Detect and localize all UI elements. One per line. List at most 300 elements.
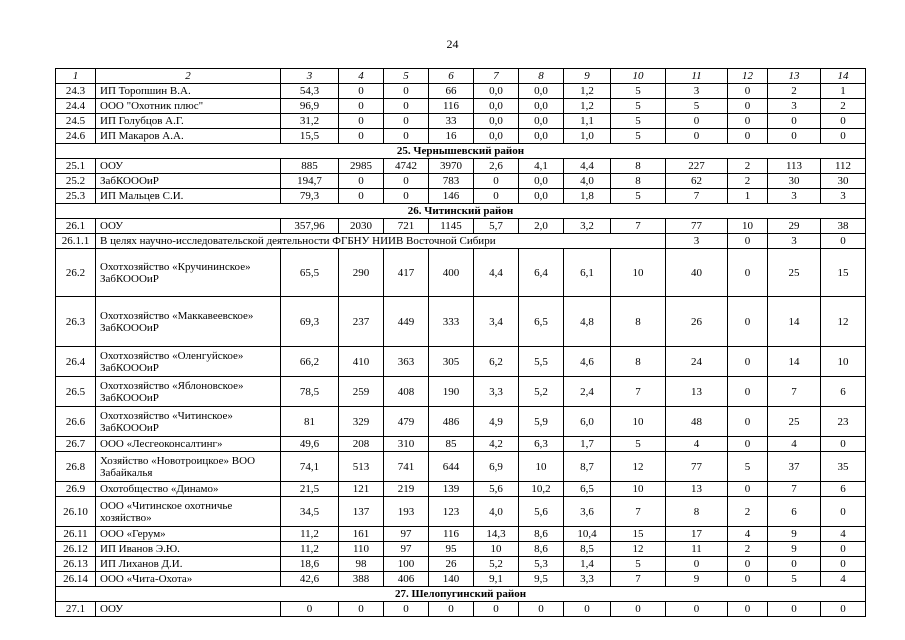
header-cell: 9: [564, 69, 611, 84]
header-cell: 7: [474, 69, 519, 84]
table-cell: 49,6: [281, 437, 339, 452]
header-cell: 1: [56, 69, 96, 84]
table-cell: 4,4: [474, 249, 519, 297]
table-cell: 305: [429, 347, 474, 377]
table-cell: 5: [611, 189, 666, 204]
table-cell: 417: [384, 249, 429, 297]
header-cell: 13: [768, 69, 821, 84]
table-cell: 4,1: [519, 159, 564, 174]
table-cell: 78,5: [281, 377, 339, 407]
table-cell: 10: [821, 347, 866, 377]
table-cell: 513: [339, 452, 384, 482]
table-cell: 4,0: [474, 497, 519, 527]
row-name: ООУ: [96, 602, 281, 617]
section-title: 27. Шелопугинский район: [56, 587, 866, 602]
table-cell: 0: [281, 602, 339, 617]
table-cell: 161: [339, 527, 384, 542]
row-index: 26.1.1: [56, 234, 96, 249]
table-cell: 4,0: [564, 174, 611, 189]
table-cell: 1,2: [564, 84, 611, 99]
table-cell: 8: [666, 497, 728, 527]
table-cell: 0: [384, 114, 429, 129]
table-cell: 0,0: [519, 114, 564, 129]
table-cell: 0: [728, 297, 768, 347]
table-cell: 0: [474, 189, 519, 204]
table-cell: 12: [611, 452, 666, 482]
row-index: 26.4: [56, 347, 96, 377]
table-cell: 8,7: [564, 452, 611, 482]
table-cell: 2985: [339, 159, 384, 174]
table-cell: 2: [728, 497, 768, 527]
table-cell: 2: [768, 84, 821, 99]
table-cell: 0,0: [519, 99, 564, 114]
table-cell: 227: [666, 159, 728, 174]
row-name: ИП Мальцев С.И.: [96, 189, 281, 204]
table-cell: 0: [821, 114, 866, 129]
page-number: 24: [446, 37, 459, 51]
row-index: 24.4: [56, 99, 96, 114]
table-cell: 0,0: [519, 174, 564, 189]
table-cell: 0: [821, 437, 866, 452]
table-cell: 9: [768, 527, 821, 542]
table-row: [56, 99, 866, 114]
table-cell: 3: [666, 234, 728, 249]
table-cell: 1,4: [564, 557, 611, 572]
table-cell: 2030: [339, 219, 384, 234]
table-cell: 3970: [429, 159, 474, 174]
table-cell: 721: [384, 219, 429, 234]
row-name: ООО «Лесгеоконсалтинг»: [96, 437, 281, 452]
table-cell: 116: [429, 99, 474, 114]
table-cell: 0: [821, 557, 866, 572]
table-cell: 1,0: [564, 129, 611, 144]
table-cell: 1: [728, 189, 768, 204]
section-row: [56, 587, 866, 602]
table-cell: 6,1: [564, 249, 611, 297]
table-cell: 0: [611, 602, 666, 617]
table-cell: 121: [339, 482, 384, 497]
table-cell: 25: [768, 407, 821, 437]
table-cell: 10: [474, 542, 519, 557]
table-cell: 8,6: [519, 542, 564, 557]
table-cell: 310: [384, 437, 429, 452]
table-cell: 17: [666, 527, 728, 542]
table-cell: 1,2: [564, 99, 611, 114]
table-row: [56, 572, 866, 587]
table-cell: 408: [384, 377, 429, 407]
table-cell: 3: [768, 234, 821, 249]
table-cell: 0: [339, 84, 384, 99]
table-cell: 0,0: [474, 99, 519, 114]
table-cell: 0: [339, 602, 384, 617]
table-cell: 5: [611, 99, 666, 114]
row-index: 26.9: [56, 482, 96, 497]
table-cell: 8: [611, 174, 666, 189]
table-cell: 406: [384, 572, 429, 587]
table-cell: 5: [728, 452, 768, 482]
table-cell: 62: [666, 174, 728, 189]
table-cell: 644: [429, 452, 474, 482]
table-cell: 0,0: [474, 129, 519, 144]
table-cell: 0,0: [519, 129, 564, 144]
table-cell: 3,4: [474, 297, 519, 347]
table-cell: 12: [611, 542, 666, 557]
table-cell: 741: [384, 452, 429, 482]
table-cell: 96,9: [281, 99, 339, 114]
table-cell: 137: [339, 497, 384, 527]
table-cell: 0: [728, 482, 768, 497]
table-cell: 410: [339, 347, 384, 377]
table-cell: 3,3: [564, 572, 611, 587]
table-cell: 3: [768, 99, 821, 114]
table-row: [56, 407, 866, 437]
table-cell: 4: [768, 437, 821, 452]
row-index: 26.10: [56, 497, 96, 527]
row-index: 24.6: [56, 129, 96, 144]
table-cell: 1,7: [564, 437, 611, 452]
table-cell: 190: [429, 377, 474, 407]
table-cell: 48: [666, 407, 728, 437]
table-cell: 29: [768, 219, 821, 234]
table-cell: 6,5: [564, 482, 611, 497]
table-cell: 1,1: [564, 114, 611, 129]
table-cell: 2: [728, 542, 768, 557]
table-cell: 34,5: [281, 497, 339, 527]
table-cell: 5: [611, 437, 666, 452]
table-cell: 219: [384, 482, 429, 497]
row-name: Охотобщество «Динамо»: [96, 482, 281, 497]
table-cell: 4,2: [474, 437, 519, 452]
row-name: Хозяйство «Новотроицкое» ВОО Забайкалья: [96, 452, 281, 482]
table-cell: 1,8: [564, 189, 611, 204]
table-cell: 0: [474, 602, 519, 617]
table-cell: 113: [768, 159, 821, 174]
table-row: [56, 452, 866, 482]
table-cell: 357,96: [281, 219, 339, 234]
row-index: 26.14: [56, 572, 96, 587]
table-cell: 4: [666, 437, 728, 452]
table-cell: 194,7: [281, 174, 339, 189]
table-cell: 81: [281, 407, 339, 437]
table-cell: 0: [821, 542, 866, 557]
table-cell: 8: [611, 297, 666, 347]
table-cell: 65,5: [281, 249, 339, 297]
table-cell: 449: [384, 297, 429, 347]
row-name: ИП Иванов Э.Ю.: [96, 542, 281, 557]
table-cell: 42,6: [281, 572, 339, 587]
table-cell: 7: [611, 219, 666, 234]
header-cell: 4: [339, 69, 384, 84]
table-cell: 5: [611, 129, 666, 144]
table-cell: 208: [339, 437, 384, 452]
table-row: [56, 174, 866, 189]
table-cell: 10: [611, 249, 666, 297]
table-row: [56, 297, 866, 347]
table-row: [56, 542, 866, 557]
table-row: [56, 114, 866, 129]
table-cell: 0: [821, 129, 866, 144]
table-cell: 98: [339, 557, 384, 572]
table-cell: 14: [768, 297, 821, 347]
table-cell: 0: [519, 602, 564, 617]
row-index: 26.11: [56, 527, 96, 542]
row-index: 26.6: [56, 407, 96, 437]
table-cell: 33: [429, 114, 474, 129]
table-cell: 77: [666, 219, 728, 234]
table-cell: 35: [821, 452, 866, 482]
table-row: [56, 219, 866, 234]
row-name: ООО «Читинское охотничье хозяйство»: [96, 497, 281, 527]
table-cell: 0: [666, 114, 728, 129]
table-cell: 885: [281, 159, 339, 174]
table-cell: 77: [666, 452, 728, 482]
table-cell: 0: [821, 234, 866, 249]
table-cell: 0: [728, 249, 768, 297]
table-cell: 15,5: [281, 129, 339, 144]
table-row: [56, 377, 866, 407]
section-title: 25. Чернышевский район: [56, 144, 866, 159]
table-row: [56, 482, 866, 497]
table-cell: 5,3: [519, 557, 564, 572]
table-cell: 0: [666, 557, 728, 572]
row-name: Охотхозяйство «Оленгуйское» ЗабКОООиР: [96, 347, 281, 377]
table-cell: 0: [384, 99, 429, 114]
table-cell: 363: [384, 347, 429, 377]
table-cell: 66,2: [281, 347, 339, 377]
table-cell: 18,6: [281, 557, 339, 572]
table-cell: 25: [768, 249, 821, 297]
row-name: Охотхозяйство «Яблоновское» ЗабКОООиР: [96, 377, 281, 407]
table-row: [56, 602, 866, 617]
table-cell: 388: [339, 572, 384, 587]
table-cell: 6: [821, 377, 866, 407]
table-cell: 0: [821, 497, 866, 527]
table-cell: 5: [611, 557, 666, 572]
table-cell: 5,5: [519, 347, 564, 377]
header-cell: 10: [611, 69, 666, 84]
table-cell: 259: [339, 377, 384, 407]
table-cell: 0: [429, 602, 474, 617]
table-cell: 5,2: [519, 377, 564, 407]
table-cell: 333: [429, 297, 474, 347]
table-cell: 2: [728, 159, 768, 174]
table-cell: 9,1: [474, 572, 519, 587]
table-cell: 329: [339, 407, 384, 437]
table-cell: 3,2: [564, 219, 611, 234]
table-cell: 0: [728, 347, 768, 377]
table-cell: 8,6: [519, 527, 564, 542]
table-cell: 16: [429, 129, 474, 144]
table-cell: 8: [611, 347, 666, 377]
table-cell: 7: [611, 377, 666, 407]
row-name: Охотхозяйство «Читинское» ЗабКОООиР: [96, 407, 281, 437]
table-row: [56, 189, 866, 204]
table-cell: 0: [768, 602, 821, 617]
header-cell: 11: [666, 69, 728, 84]
row-index: 27.1: [56, 602, 96, 617]
table-cell: 0: [339, 129, 384, 144]
table-row: [56, 84, 866, 99]
row-index: 25.3: [56, 189, 96, 204]
table-cell: 15: [611, 527, 666, 542]
table-cell: 237: [339, 297, 384, 347]
table-row: [56, 557, 866, 572]
table-cell: 7: [666, 189, 728, 204]
table-cell: 2,0: [519, 219, 564, 234]
table-cell: 0: [768, 114, 821, 129]
table-cell: 2,4: [564, 377, 611, 407]
table-cell: 10: [519, 452, 564, 482]
table-cell: 146: [429, 189, 474, 204]
table-cell: 112: [821, 159, 866, 174]
row-index: 26.5: [56, 377, 96, 407]
table-cell: 0: [728, 234, 768, 249]
table-cell: 0: [384, 189, 429, 204]
row-index: 26.12: [56, 542, 96, 557]
table-cell: 0: [728, 99, 768, 114]
table-cell: 11,2: [281, 542, 339, 557]
table-row: [56, 527, 866, 542]
table-cell: 12: [821, 297, 866, 347]
table-cell: 1: [821, 84, 866, 99]
row-index: 24.3: [56, 84, 96, 99]
table-cell: 3: [768, 189, 821, 204]
table-cell: 0: [728, 377, 768, 407]
table-cell: 0: [768, 557, 821, 572]
table-cell: 79,3: [281, 189, 339, 204]
table-cell: 97: [384, 542, 429, 557]
table-cell: 40: [666, 249, 728, 297]
table-cell: 13: [666, 377, 728, 407]
table-cell: 14: [768, 347, 821, 377]
table-cell: 7: [611, 572, 666, 587]
table-cell: 4,4: [564, 159, 611, 174]
table-cell: 5,9: [519, 407, 564, 437]
table-cell: 0: [384, 129, 429, 144]
table-cell: 0: [666, 129, 728, 144]
table-cell: 486: [429, 407, 474, 437]
table-cell: 15: [821, 249, 866, 297]
table-cell: 4: [821, 527, 866, 542]
table-cell: 11,2: [281, 527, 339, 542]
row-name: Охотхозяйство «Маккавеевское» ЗабКОООиР: [96, 297, 281, 347]
table-cell: 11: [666, 542, 728, 557]
row-name: ООО "Охотник плюс": [96, 99, 281, 114]
row-name: ООО «Герум»: [96, 527, 281, 542]
row-index: 26.1: [56, 219, 96, 234]
table-cell: 13: [666, 482, 728, 497]
table-cell: 10,2: [519, 482, 564, 497]
table-cell: 0: [384, 602, 429, 617]
table-cell: 0: [728, 437, 768, 452]
row-index: 25.1: [56, 159, 96, 174]
table-cell: 97: [384, 527, 429, 542]
row-name: ООО «Чита-Охота»: [96, 572, 281, 587]
table-cell: 7: [768, 482, 821, 497]
table-cell: 0: [728, 114, 768, 129]
hunting-data-table: [55, 68, 866, 617]
table-cell: 6,0: [564, 407, 611, 437]
table-cell: 783: [429, 174, 474, 189]
row-name: ИП Торопшин В.А.: [96, 84, 281, 99]
table-cell: 6: [821, 482, 866, 497]
table-cell: 0: [821, 602, 866, 617]
table-cell: 10,4: [564, 527, 611, 542]
table-cell: 5,7: [474, 219, 519, 234]
table-cell: 1145: [429, 219, 474, 234]
table-cell: 0: [728, 557, 768, 572]
note-row: [56, 234, 866, 249]
header-cell: 5: [384, 69, 429, 84]
table-cell: 21,5: [281, 482, 339, 497]
table-cell: 5: [768, 572, 821, 587]
row-index: 26.13: [56, 557, 96, 572]
table-cell: 2,6: [474, 159, 519, 174]
table-cell: 123: [429, 497, 474, 527]
table-cell: 7: [611, 497, 666, 527]
row-name: ИП Макаров А.А.: [96, 129, 281, 144]
table-cell: 479: [384, 407, 429, 437]
row-index: 24.5: [56, 114, 96, 129]
table-cell: 6: [768, 497, 821, 527]
table-cell: 54,3: [281, 84, 339, 99]
table-cell: 6,3: [519, 437, 564, 452]
table-cell: 8,5: [564, 542, 611, 557]
table-cell: 0: [339, 174, 384, 189]
row-index: 26.2: [56, 249, 96, 297]
table-cell: 5: [611, 84, 666, 99]
section-row: [56, 204, 866, 219]
table-cell: 140: [429, 572, 474, 587]
table-cell: 0: [384, 174, 429, 189]
header-row: [56, 69, 866, 84]
table-cell: 6,5: [519, 297, 564, 347]
table-cell: 0: [666, 602, 728, 617]
table-cell: 30: [821, 174, 866, 189]
header-cell: 14: [821, 69, 866, 84]
table-cell: 9: [666, 572, 728, 587]
row-name: ИП Голубцов А.Г.: [96, 114, 281, 129]
table-cell: 4: [728, 527, 768, 542]
row-name: ЗабКОООиР: [96, 174, 281, 189]
table-cell: 3: [821, 189, 866, 204]
table-cell: 290: [339, 249, 384, 297]
table-cell: 0: [728, 129, 768, 144]
table-cell: 10: [611, 482, 666, 497]
table-cell: 3,6: [564, 497, 611, 527]
table-cell: 6,2: [474, 347, 519, 377]
table-cell: 0: [384, 84, 429, 99]
table-cell: 5,2: [474, 557, 519, 572]
table-cell: 95: [429, 542, 474, 557]
table-cell: 4,9: [474, 407, 519, 437]
table-cell: 38: [821, 219, 866, 234]
table-cell: 6,4: [519, 249, 564, 297]
table-cell: 8: [611, 159, 666, 174]
table-cell: 5,6: [519, 497, 564, 527]
row-index: 25.2: [56, 174, 96, 189]
table-cell: 26: [666, 297, 728, 347]
table-cell: 100: [384, 557, 429, 572]
table-cell: 5: [611, 114, 666, 129]
table-cell: 4,8: [564, 297, 611, 347]
table-cell: 24: [666, 347, 728, 377]
row-name: ООУ: [96, 219, 281, 234]
header-cell: 6: [429, 69, 474, 84]
table-cell: 0: [728, 572, 768, 587]
table-row: [56, 347, 866, 377]
table-row: [56, 129, 866, 144]
